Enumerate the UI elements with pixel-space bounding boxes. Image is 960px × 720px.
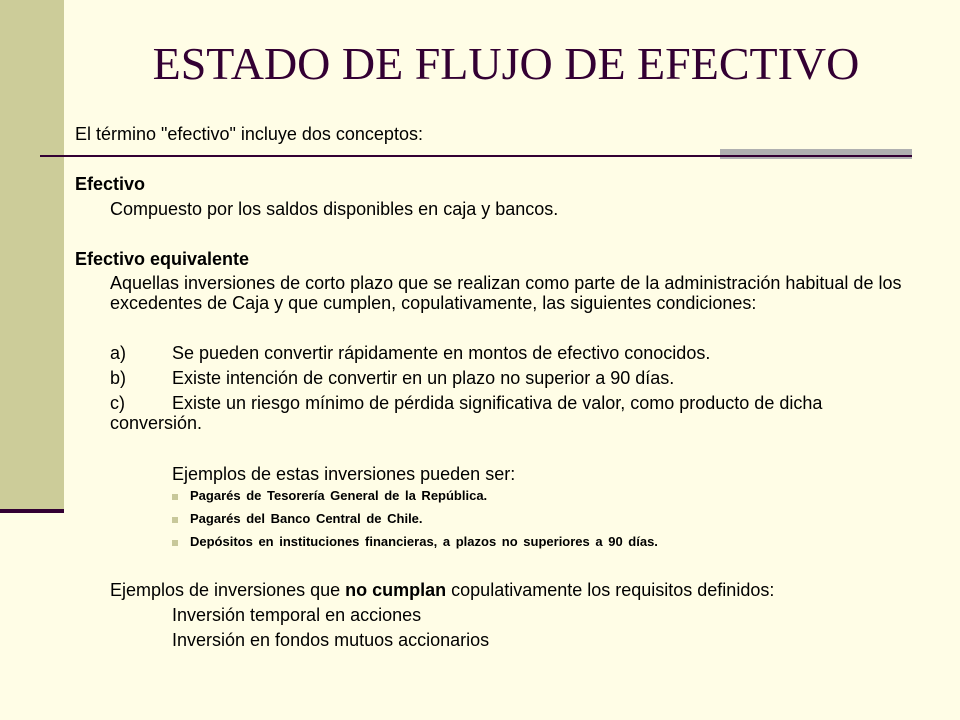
no-cumplen-heading xyxy=(110,580,774,600)
condition-text: Existe un riesgo mínimo de pérdida significativa de valor, como producto de dicha conversión. xyxy=(110,393,823,433)
efectivo-description: Compuesto por los saldos disponibles en caja y bancos. xyxy=(110,199,559,219)
bullet-square-icon xyxy=(172,494,178,500)
condition-text: Existe intención de convertir en un plazo no superior a 90 días. xyxy=(172,368,675,388)
no-cumplen-prefix: Ejemplos de inversiones que xyxy=(110,580,346,600)
no-cumplen-emphasis: no cumplan xyxy=(345,580,447,600)
bullet-text: Depósitos en instituciones financieras, a plazos no superiores a 90 días. xyxy=(190,534,658,549)
condition-label: b) xyxy=(110,368,127,388)
bullet-square-icon xyxy=(172,540,178,546)
condition-text: Se pueden convertir rápidamente en montos de efectivo conocidos. xyxy=(172,343,711,363)
title-rule xyxy=(40,155,912,157)
no-cumplen-item: Inversión temporal en acciones xyxy=(172,605,422,625)
bullet-text: Pagarés del Banco Central de Chile. xyxy=(190,511,423,526)
condition-item xyxy=(110,393,910,433)
bullet-item xyxy=(172,488,487,504)
sidebar-accent xyxy=(0,0,64,512)
condition-item xyxy=(110,368,674,388)
bullet-square-icon xyxy=(172,517,178,523)
equivalente-description: Aquellas inversiones de corto plazo que se realizan como parte de la administración habitual de los excedentes de Caja y que cumplen, copulativamente, las siguientes condiciones: xyxy=(110,273,902,313)
condition-item xyxy=(110,343,710,363)
condition-label: a) xyxy=(110,343,127,363)
intro-text: El término "efectivo" incluye dos conceptos: xyxy=(75,124,423,144)
no-cumplen-item: Inversión en fondos mutuos accionarios xyxy=(172,630,490,650)
efectivo-heading: Efectivo xyxy=(75,174,146,194)
slide-title: ESTADO DE FLUJO DE EFECTIVO xyxy=(152,38,860,89)
sidebar-accent-line xyxy=(0,509,64,513)
bullet-text: Pagarés de Tesorería General de la República. xyxy=(190,488,488,503)
bullet-item xyxy=(172,534,658,550)
title-rule-accent xyxy=(720,149,912,159)
condition-label: c) xyxy=(110,393,125,413)
equivalente-heading: Efectivo equivalente xyxy=(75,249,250,269)
ejemplos-heading: Ejemplos de estas inversiones pueden ser: xyxy=(172,464,516,484)
no-cumplen-suffix: copulativamente los requisitos definidos: xyxy=(446,580,775,600)
bullet-item xyxy=(172,511,423,527)
